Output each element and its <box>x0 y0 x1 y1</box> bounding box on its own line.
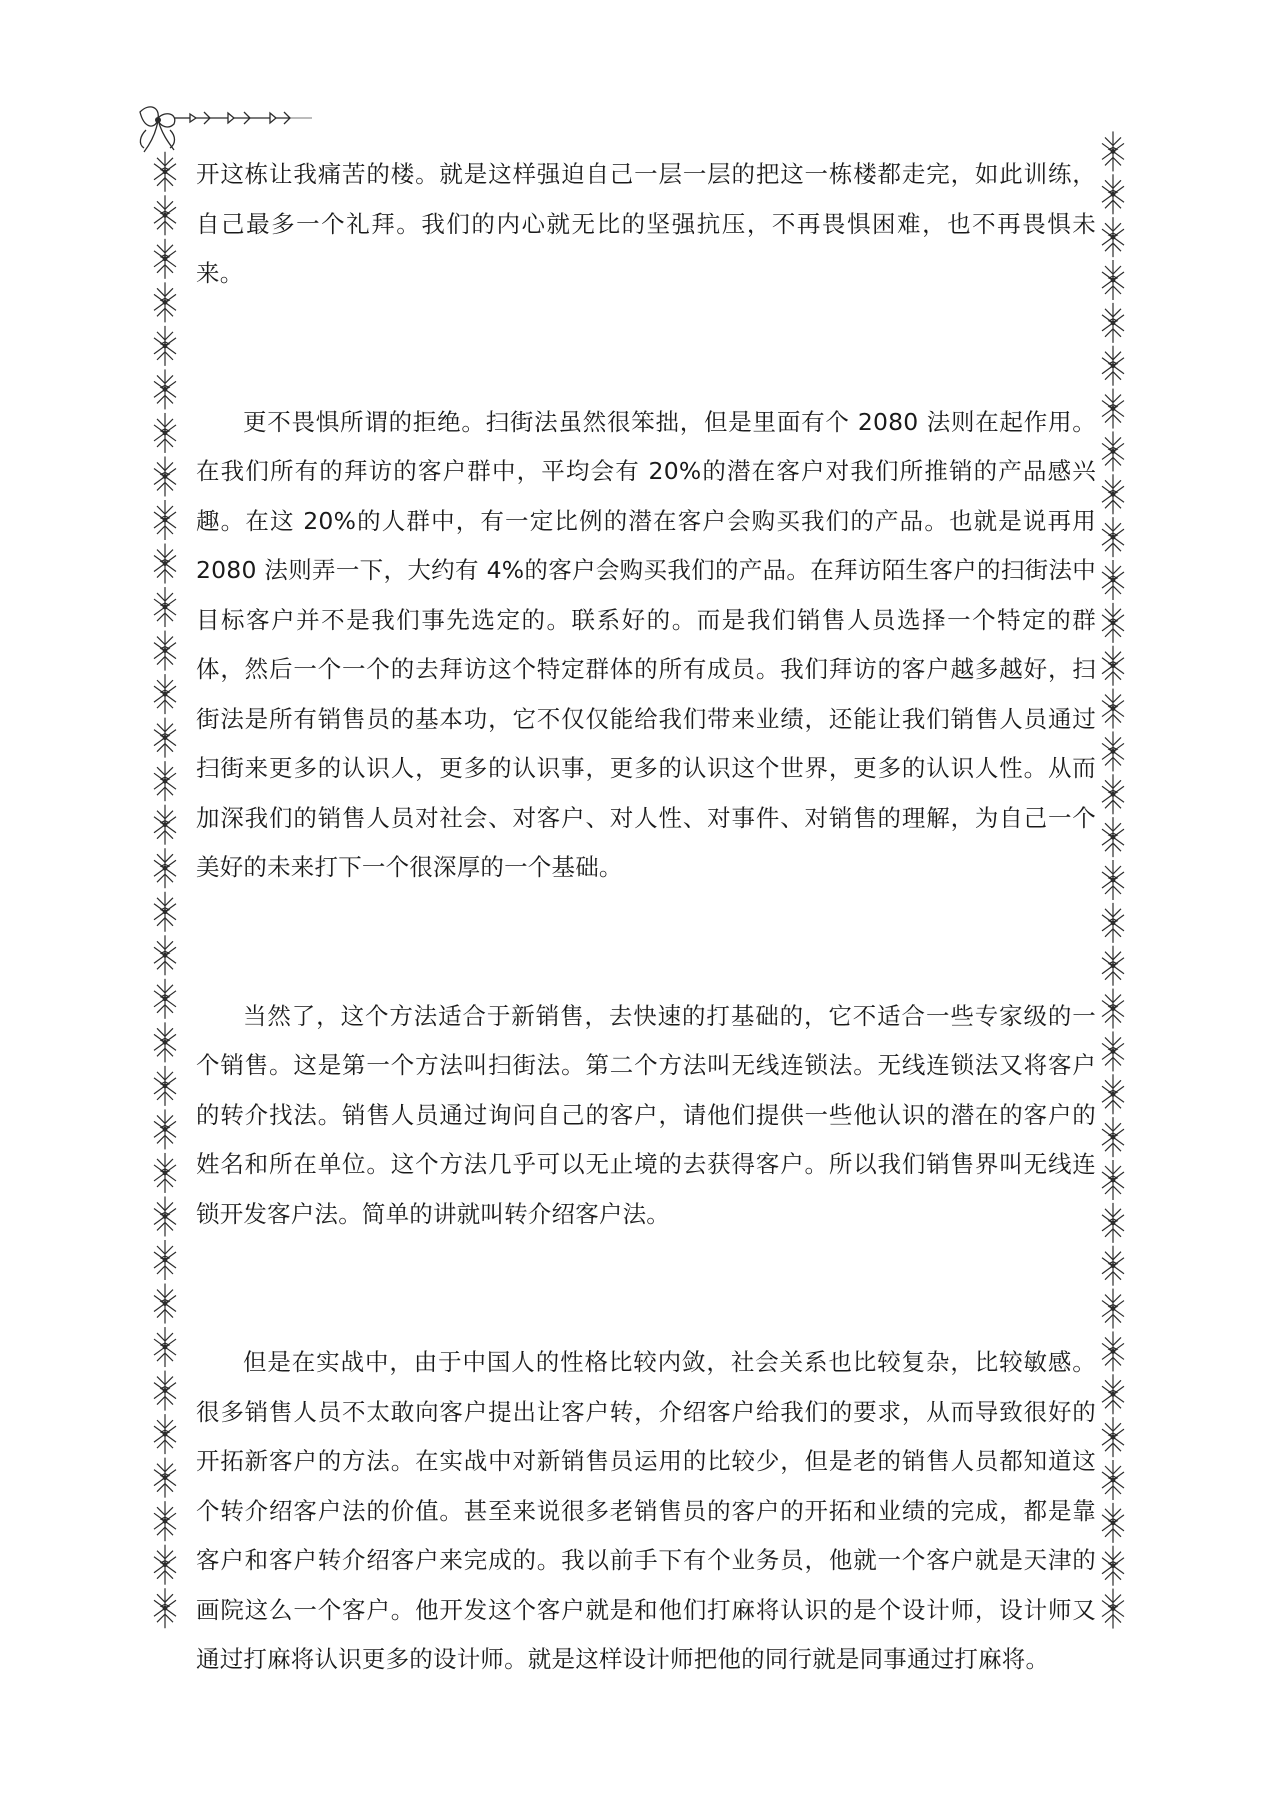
border-motif <box>154 326 176 366</box>
border-motif <box>1102 217 1124 257</box>
border-motif <box>1102 1031 1124 1071</box>
border-motif <box>1102 174 1124 214</box>
border-motif <box>1102 1331 1124 1371</box>
border-motif <box>1102 774 1124 814</box>
border-motif <box>1102 1289 1124 1329</box>
border-motif <box>1102 1374 1124 1414</box>
border-motif <box>154 1196 176 1236</box>
border-motif <box>154 1284 176 1324</box>
border-motif <box>154 1588 176 1628</box>
border-motif <box>154 935 176 975</box>
border-motif <box>1102 1589 1124 1629</box>
border-motif <box>1102 1460 1124 1500</box>
left-ornamental-border <box>150 150 180 1630</box>
border-motif <box>154 1022 176 1062</box>
border-motif <box>154 1458 176 1498</box>
border-motif <box>1102 646 1124 686</box>
border-motif <box>154 1240 176 1280</box>
border-motif <box>154 631 176 671</box>
border-motif <box>1102 260 1124 300</box>
border-motif <box>154 674 176 714</box>
document-body <box>196 150 1096 1685</box>
border-motif <box>154 1414 176 1454</box>
border-motif <box>154 848 176 888</box>
border-motif <box>154 369 176 409</box>
paragraph-3: 当然了，这个方法适合于新销售，去快速的打基础的，它不适合一些专家级的一个销售。这是第一个方法叫扫街法。第二个方法叫无线连锁法。无线连锁法又将客户的转介找法。销售人员通过询问自己的客户，请他们提供一些他认识的潜在的客户的姓名和所在单位。这个方法几乎可以无止境的去获得客户。所以我们销售界叫无线连锁开发客户法。简单的讲就叫转介绍客户法。 <box>196 1001 1096 1228</box>
border-motif <box>1102 1503 1124 1543</box>
border-motif <box>1102 731 1124 771</box>
border-motif <box>154 544 176 584</box>
border-motif <box>154 761 176 801</box>
border-motif <box>1102 946 1124 986</box>
border-motif <box>154 1371 176 1411</box>
border-motif <box>1102 431 1124 471</box>
border-motif <box>154 500 176 540</box>
right-ornamental-border <box>1098 130 1128 1630</box>
border-motif <box>154 1501 176 1541</box>
border-motif <box>154 979 176 1019</box>
border-motif <box>1102 1546 1124 1586</box>
border-motif <box>1102 1246 1124 1286</box>
border-motif <box>1102 346 1124 386</box>
border-motif <box>1102 474 1124 514</box>
paragraph-gap <box>196 299 1096 398</box>
border-motif <box>154 1066 176 1106</box>
paragraph-gap <box>196 893 1096 992</box>
border-motif <box>154 1327 176 1367</box>
border-motif <box>154 1545 176 1585</box>
border-motif <box>154 1153 176 1193</box>
border-motif <box>1102 560 1124 600</box>
border-motif <box>154 282 176 322</box>
border-motif <box>1102 903 1124 943</box>
border-motif <box>1102 817 1124 857</box>
border-motif <box>154 239 176 279</box>
border-motif <box>154 152 176 192</box>
border-motif <box>1102 603 1124 643</box>
border-motif <box>1102 131 1124 171</box>
border-motif <box>154 805 176 845</box>
paragraph-2: 更不畏惧所谓的拒绝。扫街法虽然很笨拙，但是里面有个 2080 法则在起作用。在我们所有的拜访的客户群中，平均会有 20%的潜在客户对我们所推销的产品感兴趣。在这 20%的人群中，有一定比例的潜在客户会购买我们的产品。也就是说再用 2080 法则弄一下，大约有 4%的客户会购买我们的产品。在拜访陌生客户的扫街法中目标客户并不是我们事先选定的。联系好的。而是我们销售人员选择一个特定的群体，然后一个一个的去拜访这个特定群体的所有成员。我们拜访的客户越多越好，扫街法是所有销售员的基本功，它不仅仅能给我们带来业绩，还能让我们销售人员通过扫街来更多的认识人，更多的认识事，更多的认识这个世界，更多的认识人性。从而加深我们的销售人员对社会、对客户、对人性、对事件、对销售的理解，为自己一个美好的未来打下一个很深厚的一个基础。 <box>196 407 1096 881</box>
border-motif <box>1102 860 1124 900</box>
border-motif <box>154 718 176 758</box>
border-motif <box>1102 1074 1124 1114</box>
border-motif <box>1102 1117 1124 1157</box>
border-motif <box>1102 389 1124 429</box>
border-motif <box>1102 689 1124 729</box>
border-motif <box>1102 1160 1124 1200</box>
paragraph-1: 开这栋让我痛苦的楼。就是这样强迫自己一层一层的把这一栋楼都走完，如此训练，自己最多一个礼拜。我们的内心就无比的坚强抗压，不再畏惧困难，也不再畏惧未来。 <box>196 160 1096 287</box>
border-motif <box>154 456 176 496</box>
border-motif <box>1102 989 1124 1029</box>
border-motif <box>1102 303 1124 343</box>
border-motif <box>1102 1417 1124 1457</box>
border-motif <box>154 587 176 627</box>
border-motif <box>1102 1203 1124 1243</box>
border-motif <box>1102 517 1124 557</box>
paragraph-gap <box>196 1239 1096 1338</box>
border-motif <box>154 1109 176 1149</box>
paragraph-4: 但是在实战中，由于中国人的性格比较内敛，社会关系也比较复杂，比较敏感。很多销售人员不太敢向客户提出让客户转，介绍客户给我们的要求，从而导致很好的开拓新客户的方法。在实战中对新销售员运用的比较少，但是老的销售人员都知道这个转介绍客户法的价值。甚至来说很多老销售员的客户的开拓和业绩的完成，都是靠客户和客户转介绍客户来完成的。我以前手下有个业务员，他就一个客户就是天津的画院这么一个客户。他开发这个客户就是和他们打麻将认识的是个设计师，设计师又通过打麻将认识更多的设计师。就是这样设计师把他的同行就是同事通过打麻将。 <box>196 1348 1096 1673</box>
border-motif <box>154 413 176 453</box>
border-motif <box>154 195 176 235</box>
border-motif <box>154 892 176 932</box>
